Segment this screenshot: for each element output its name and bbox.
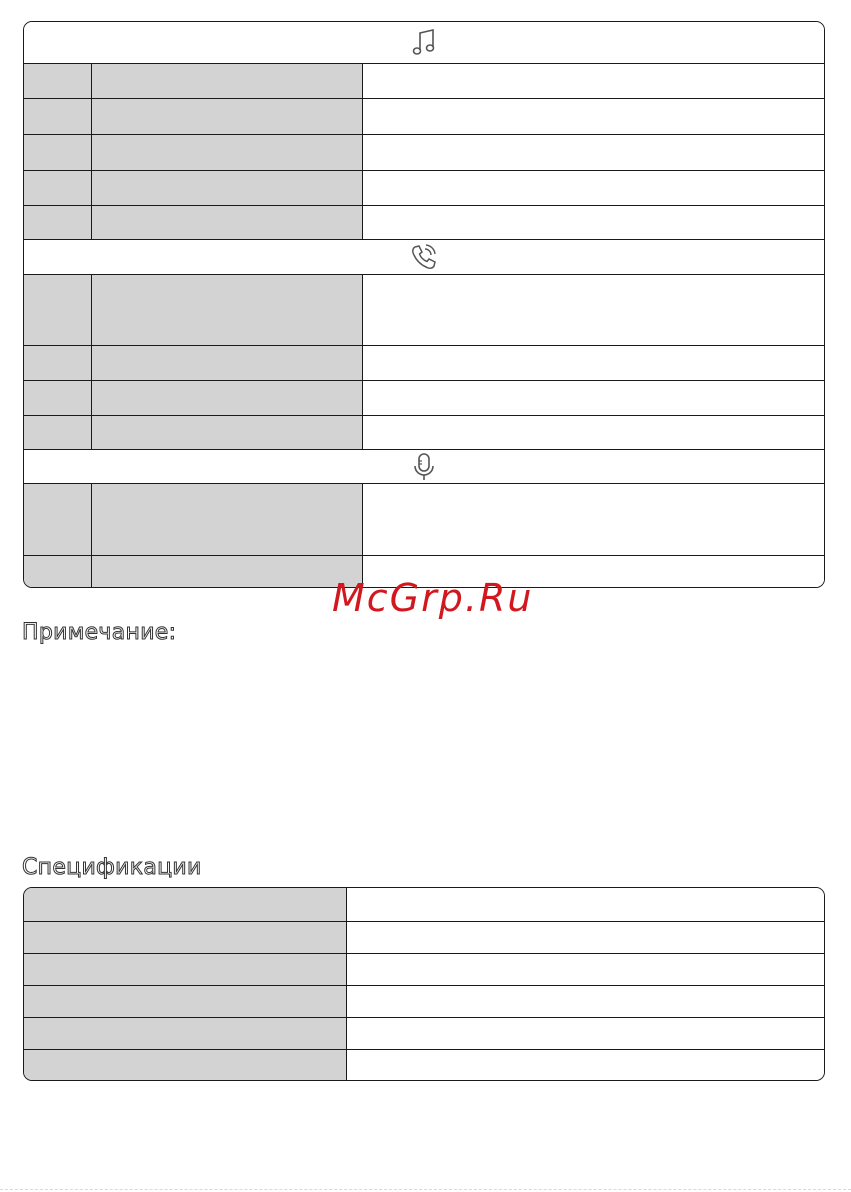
controls-table	[23, 21, 825, 588]
table-row	[24, 483, 824, 555]
music-note-icon	[411, 28, 437, 58]
table-row	[24, 380, 824, 415]
music-section-header	[24, 22, 824, 63]
microphone-icon	[412, 452, 436, 482]
table-row	[24, 1049, 824, 1081]
table-row	[24, 170, 824, 205]
table-row	[24, 888, 824, 921]
call-section-header	[24, 239, 824, 274]
table-row	[24, 205, 824, 239]
table-row	[24, 274, 824, 345]
page-bottom-divider	[0, 1189, 851, 1191]
watermark: McGrp.Ru	[332, 576, 534, 620]
table-row	[24, 345, 824, 380]
specs-table	[23, 887, 825, 1081]
table-row	[24, 134, 824, 170]
table-row	[24, 953, 824, 985]
table-row	[24, 1017, 824, 1049]
table-row	[24, 921, 824, 953]
specs-heading: Спецификации	[22, 855, 202, 880]
table-row	[24, 415, 824, 449]
phone-call-icon	[409, 242, 439, 272]
table-row	[24, 98, 824, 134]
note-heading: Примечание:	[22, 620, 177, 645]
table-row	[24, 63, 824, 98]
table-row	[24, 985, 824, 1017]
mic-section-header	[24, 449, 824, 483]
